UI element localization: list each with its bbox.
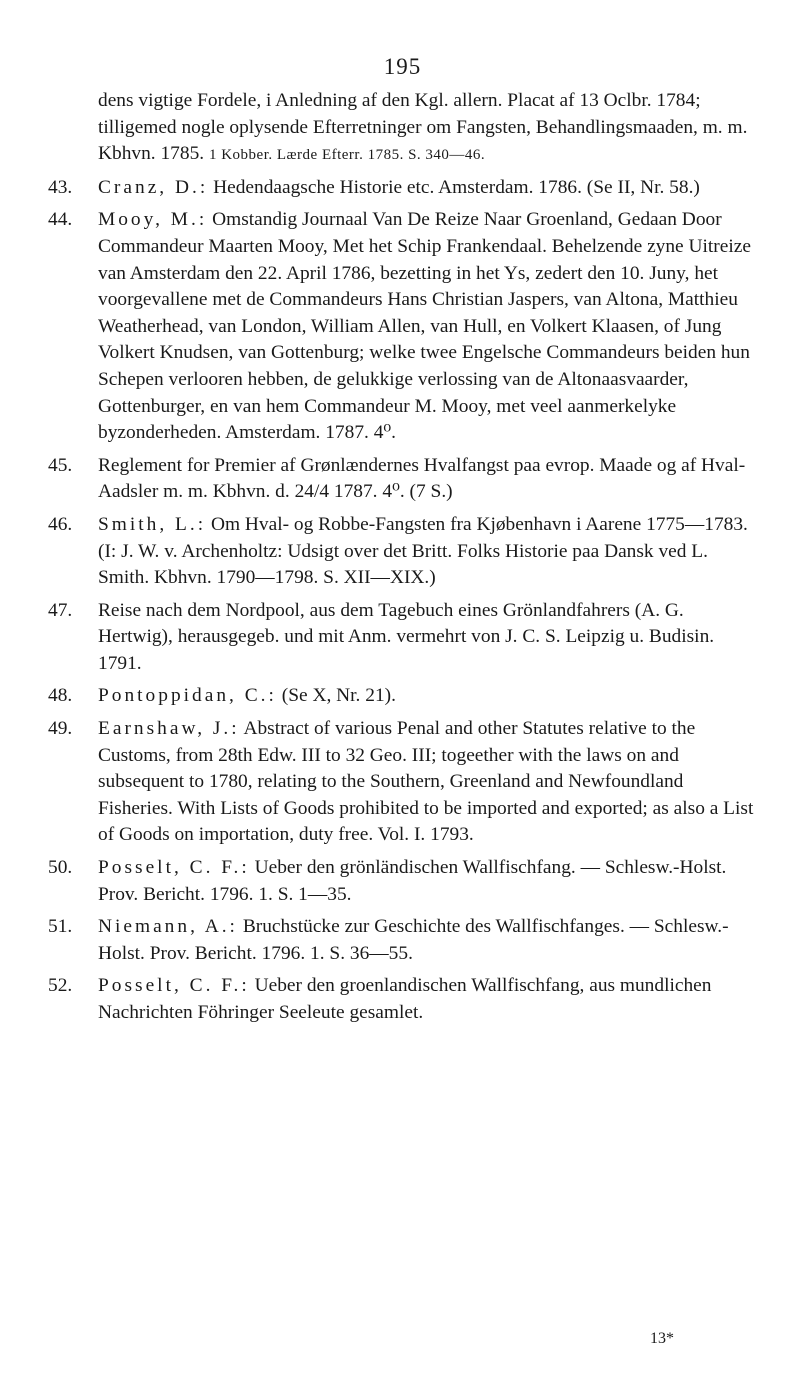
entry-number: 49. <box>48 718 73 740</box>
entry-text: Bruchstücke zur Geschichte des Wallfischfanges. — Schlesw.-Holst. Prov. Bericht. 1796. 1. S. 36—55. <box>98 916 729 964</box>
entry-text: dens vigtige Fordele, i Anledning af den Kgl. allern. Placat af 13 Oclbr. 1784; tilligemed nogle oplysende Efterretninger om Fangsten, Behandlingsmaaden, m. m. Kbhvn. 1785. <box>98 90 748 165</box>
entry-number: 43. <box>48 176 73 198</box>
entry-text: Ueber den grönländischen Wallfischfang. — Schlesw.-Holst. Prov. Bericht. 1796. 1. S. 1—35. <box>98 857 727 905</box>
bibliography-entry <box>48 598 760 678</box>
bibliography-entry <box>48 175 760 202</box>
entry-author: Pontoppidan, C.: <box>98 685 277 707</box>
entry-number: 47. <box>48 599 73 621</box>
bibliography-entry <box>48 453 760 506</box>
bibliography-entry <box>48 88 760 169</box>
entry-author: Smith, L.: <box>98 513 207 535</box>
entry-text: Ueber den groenlandischen Wallfischfang, aus mundlichen Nachrichten Föhringer Seeleute gesamlet. <box>98 975 712 1023</box>
entry-number: 45. <box>48 454 73 476</box>
entry-author: Posselt, C. F.: <box>98 857 250 879</box>
entry-author: Cranz, D.: <box>98 176 209 198</box>
entry-author: Mooy, M.: <box>98 209 208 231</box>
entry-text: Abstract of various Penal and other Statutes relative to the Customs, from 28th Edw. III to 32 Geo. III; togeether with the laws on and subsequent to 1780, relating to the Southern, Greenland and Newfoundland Fisheries. With Lists of Goods prohibited to be imported and exported; as also a List of Goods on importation, duty free. Vol. I. 1793. <box>98 718 754 846</box>
entry-text: (Se X, Nr. 21). <box>281 685 396 707</box>
bibliography-entry <box>48 716 760 849</box>
bibliography-entry <box>48 512 760 592</box>
entry-text: Reglement for Premier af Grønlændernes Hvalfangst paa evrop. Maade og af Hval-Aadsler m. m. Kbhvn. d. 24/4 1787. 4⁰. (7 S.) <box>98 454 746 503</box>
entry-text: Hedendaagsche Historie etc. Amsterdam. 1786. (Se II, Nr. 58.) <box>213 176 700 198</box>
entry-number: 48. <box>48 685 73 707</box>
bibliography-list <box>48 88 760 1033</box>
entry-number: 44. <box>48 209 73 231</box>
entry-author: Earnshaw, J.: <box>98 718 240 740</box>
entry-number: 51. <box>48 916 73 938</box>
page-number: 195 <box>383 54 422 79</box>
entry-number: 50. <box>48 857 73 879</box>
bibliography-entry <box>48 207 760 446</box>
entry-author: Niemann, A.: <box>98 916 238 938</box>
entry-text: Reise nach dem Nordpool, aus dem Tagebuch eines Grönlandfahrers (A. G. Hertwig), herausgegeb. und mit Anm. vermehrt von J. C. S. Leipzig u. Budisin. 1791. <box>98 599 715 674</box>
entry-author: Posselt, C. F.: <box>98 975 250 997</box>
entry-note: 1 Kobber. Lærde Efterr. 1785. S. 340—46. <box>208 147 486 164</box>
bibliography-entry <box>48 914 760 967</box>
signature-mark: 13* <box>650 1330 674 1347</box>
entry-number: 52. <box>48 975 73 997</box>
bibliography-entry <box>48 855 760 908</box>
entry-text: Om Hval- og Robbe-Fangsten fra Kjøbenhavn i Aarene 1775—1783. (I: J. W. v. Archenholtz: Udsigt over det Britt. Folks Historie paa Dansk ved L. Smith. Kbhvn. 1790—1798. S. XII—XIX.) <box>98 513 748 589</box>
bibliography-entry <box>48 973 760 1026</box>
bibliography-entry <box>48 683 760 710</box>
entry-number: 46. <box>48 513 73 535</box>
entry-text: Omstandig Journaal Van De Reize Naar Groenland, Gedaan Door Commandeur Maarten Mooy, Met het Schip Frankendaal. Behelzende zyne Uitreize van Amsterdam den 22. April 1786, bezetting in het Ys, zedert den 10. Juny, het voorgevallene met de Commandeurs Hans Christian Jaspers, van Altona, Matthieu Weatherhead, van London, William Allen, van Hull, en Volkert Klaasen, of Jung Volkert Knudsen, van Gottenburg; welke twee Engelsche Commandeurs beiden hun Schepen verlooren hebben, de gelukkige verlossing van de Altonaasvaarder, Gottenburger, en van hem Commandeur M. Mooy, met veel aanmerkelyke byzonderheden. Amsterdam. 1787. 4⁰. <box>98 209 751 444</box>
